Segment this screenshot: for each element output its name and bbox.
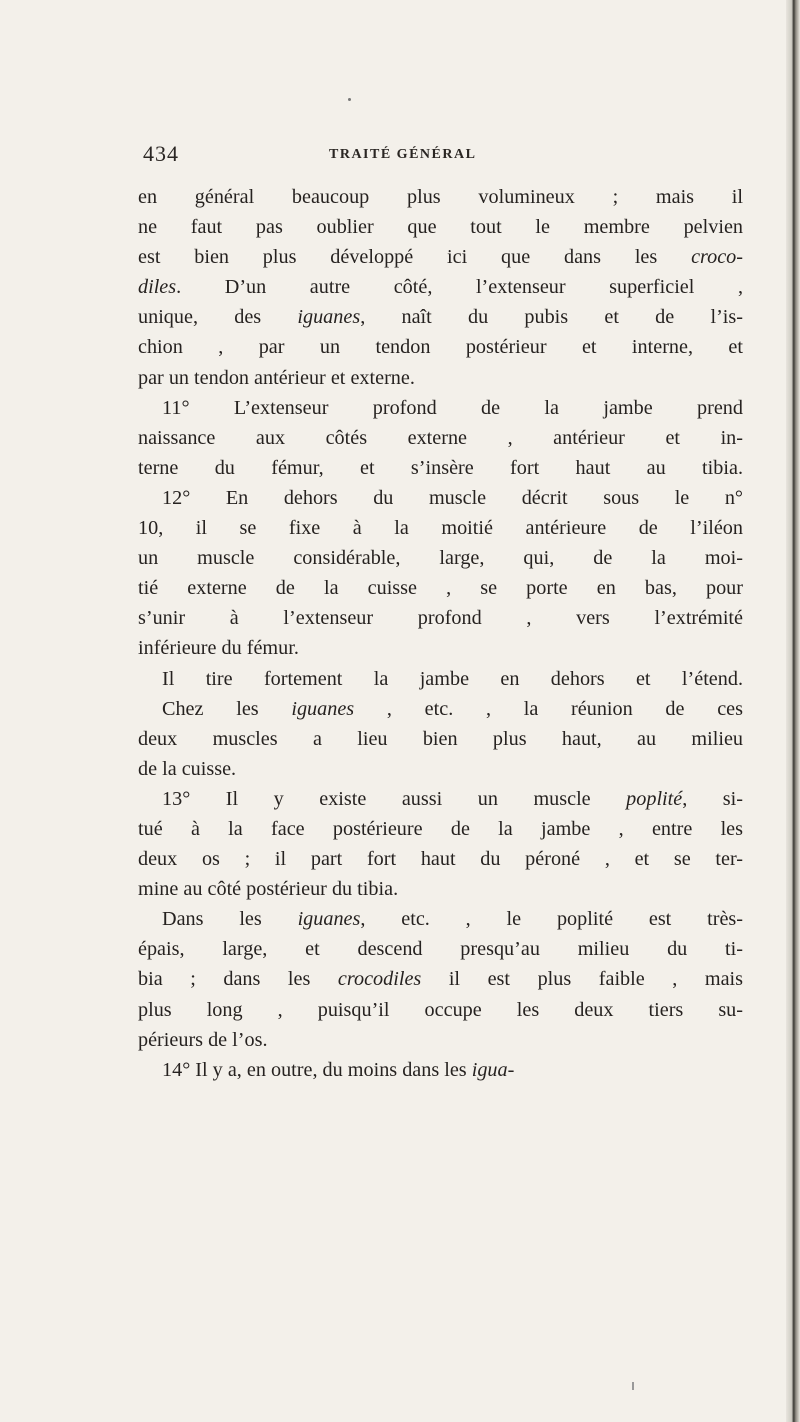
text-segment: Dans les (162, 908, 298, 931)
text-segment: ne faut pas oublier que tout le membre pelvien (138, 216, 743, 239)
text-line (138, 784, 743, 814)
text-line (138, 664, 743, 694)
text-segment: 12° En dehors du muscle décrit sous le n° (162, 486, 743, 509)
running-head: TRAITÉ GÉNÉRAL (329, 147, 477, 162)
text-segment: tué à la face postérieure de la jambe , entre les (138, 817, 743, 840)
text-line (138, 483, 743, 513)
text-line (138, 754, 743, 784)
italic-term: iguanes (297, 306, 361, 329)
text-line (138, 724, 743, 754)
text-segment: naissance aux côtés externe , antérieur et in- (138, 426, 743, 449)
italic-term: poplité (626, 787, 683, 810)
text-line (138, 1055, 743, 1085)
text-segment: est bien plus développé ici que dans les (138, 246, 692, 269)
text-segment: épais, large, et descend presqu’au milieu du ti- (138, 938, 743, 961)
text-segment: . D’un autre côté, l’extenseur superficiel , (176, 276, 743, 299)
page-edge-shadow (786, 0, 800, 1422)
page-number: 434 (143, 141, 179, 166)
text-segment: tié externe de la cuisse , se porte en bas, pour (138, 577, 743, 600)
text-segment: deux muscles a lieu bien plus haut, au milieu (138, 727, 743, 750)
text-segment: mine au côté postérieur du tibia. (138, 878, 399, 901)
text-line (138, 1025, 743, 1055)
text-segment: inférieure du fémur. (138, 637, 299, 660)
text-segment: bia ; dans les (138, 968, 338, 991)
text-line (138, 964, 743, 994)
italic-term: iguanes (291, 697, 355, 720)
text-line (138, 423, 743, 453)
text-segment: 11° L’extenseur profond de la jambe prend (162, 396, 743, 419)
text-line (138, 874, 743, 904)
text-segment: de la cuisse. (138, 757, 237, 780)
text-segment: unique, des (138, 306, 298, 329)
text-segment: en général beaucoup plus volumineux ; mais il (138, 186, 743, 208)
page-header (143, 141, 603, 171)
text-segment: , naît du pubis et de l’is- (360, 306, 743, 329)
text-line (138, 272, 743, 302)
text-line (138, 543, 743, 573)
text-segment: chion , par un tendon postérieur et interne, et (138, 336, 743, 359)
text-segment: périeurs de l’os. (138, 1028, 268, 1051)
text-segment: un muscle considérable, large, qui, de la moi- (138, 547, 743, 570)
text-line (138, 393, 743, 423)
text-line (138, 633, 743, 663)
italic-term: diles (138, 276, 177, 299)
text-segment: 13° Il y existe aussi un muscle (162, 787, 627, 810)
text-segment: deux os ; il part fort haut du péroné , et se ter- (138, 848, 743, 871)
text-segment: s’unir à l’extenseur profond , vers l’extrémité (138, 607, 743, 630)
text-segment: Il tire fortement la jambe en dehors et l’étend. (162, 667, 743, 690)
text-segment: , etc. , la réunion de ces (354, 697, 743, 720)
text-line (138, 904, 743, 934)
text-line (138, 995, 743, 1025)
text-segment: terne du fémur, et s’insère fort haut au tibia. (138, 456, 743, 479)
text-line (138, 332, 743, 362)
body-text (138, 182, 743, 1085)
text-segment: 10, il se fixe à la moitié antérieure de l’iléon (138, 517, 743, 540)
text-line (138, 453, 743, 483)
text-segment: , etc. , le poplité est très- (360, 908, 743, 931)
text-segment: , si- (682, 787, 743, 810)
text-segment: par un tendon antérieur et externe. (138, 366, 415, 389)
text-line (138, 363, 743, 393)
text-line (138, 212, 743, 242)
italic-term: iguanes (297, 908, 361, 931)
text-segment: il est plus faible , mais (421, 968, 743, 991)
text-line (138, 182, 743, 212)
italic-term: croco- (691, 246, 743, 269)
text-line (138, 844, 743, 874)
text-line (138, 814, 743, 844)
text-segment: plus long , puisqu’il occupe les deux tiers su- (138, 998, 743, 1021)
text-line (138, 242, 743, 272)
text-line (138, 934, 743, 964)
text-segment: Chez les (162, 697, 292, 720)
text-segment: 14° Il y a, en outre, du moins dans les (162, 1058, 472, 1081)
italic-term: crocodiles (337, 968, 422, 991)
text-line (138, 302, 743, 332)
text-line (138, 513, 743, 543)
paper-speck (348, 98, 351, 101)
text-line (138, 573, 743, 603)
text-line (138, 694, 743, 724)
italic-term: igua- (471, 1058, 515, 1081)
text-line (138, 603, 743, 633)
paper-speck (632, 1382, 634, 1390)
